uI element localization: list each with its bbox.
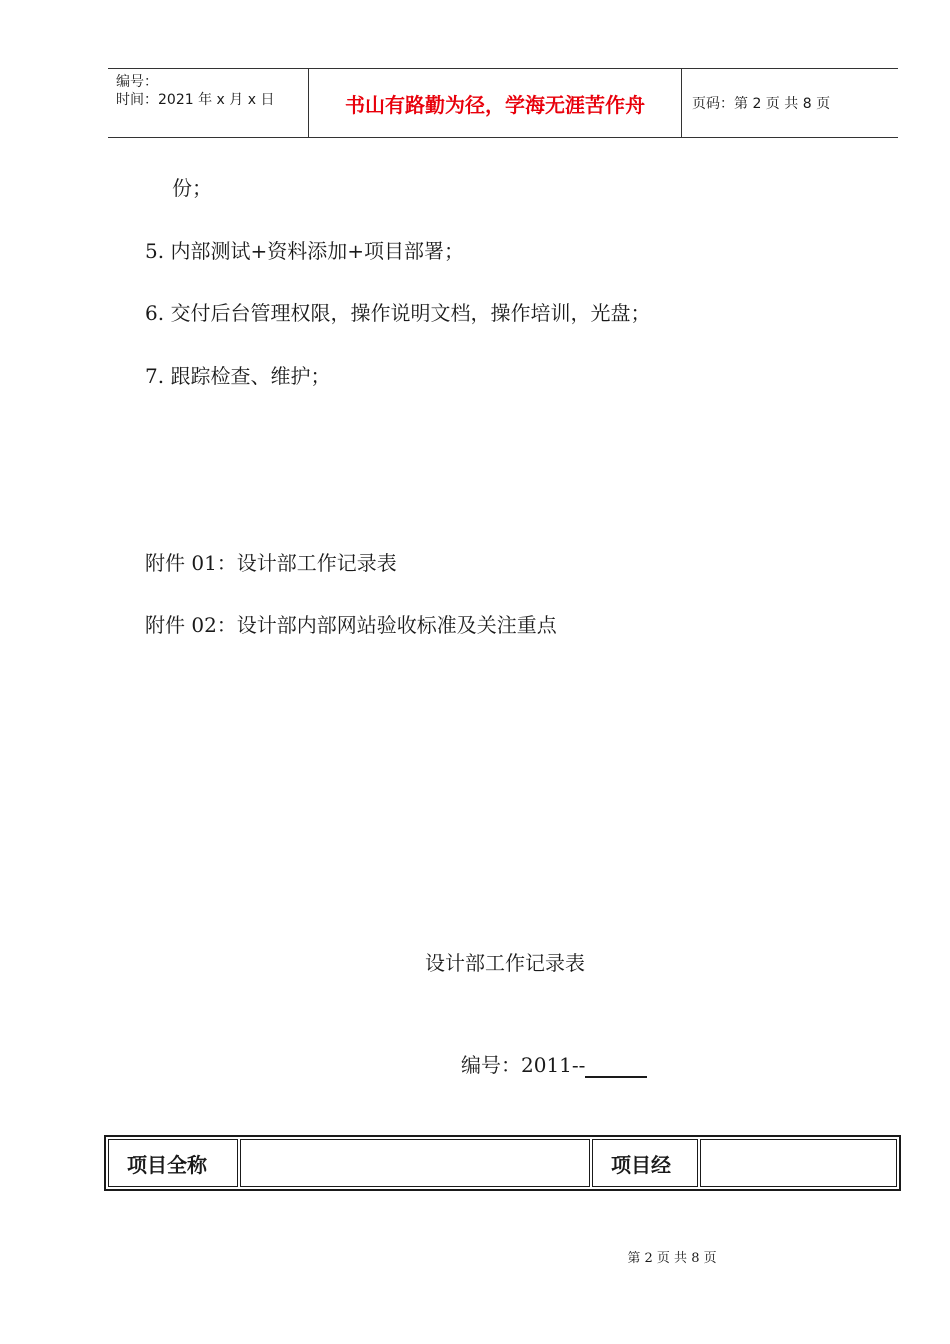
header-page-info: 页码：第 2 页 共 8 页	[692, 96, 831, 112]
record-title: 设计部工作记录表	[425, 951, 585, 975]
table-cell-project-manager-label: 项目经	[592, 1139, 698, 1187]
record-number-blank	[585, 1054, 647, 1078]
attachment-02: 附件 02：设计部内部网站验收标准及关注重点	[145, 613, 557, 637]
header-motto: 书山有路勤为径，学海无涯苦作舟	[309, 69, 682, 137]
body-line-step-5: 5. 内部测试+资料添加+项目部署；	[145, 239, 464, 263]
header-meta	[108, 69, 309, 137]
attachment-01: 附件 01：设计部工作记录表	[145, 551, 397, 575]
table-cell-project-name-label: 项目全称	[108, 1139, 238, 1187]
body-line-step-6: 6. 交付后台管理权限，操作说明文档，操作培训，光盘；	[145, 301, 651, 325]
page-header	[108, 68, 898, 138]
table-cell-project-manager-value	[700, 1139, 897, 1187]
table-cell-project-name-value	[240, 1139, 590, 1187]
header-number-label: 编号：	[116, 74, 158, 90]
header-time-label: 时间：2021 年 x 月 x 日	[116, 92, 275, 108]
body-line-continuation: 份；	[172, 176, 212, 200]
body-line-step-7: 7. 跟踪检查、维护；	[145, 364, 331, 388]
record-number	[461, 1049, 647, 1078]
table-row	[108, 1139, 897, 1187]
record-number-label: 编号：2011--	[461, 1053, 586, 1077]
record-table	[104, 1135, 901, 1191]
page-footer: 第 2 页 共 8 页	[627, 1251, 717, 1266]
